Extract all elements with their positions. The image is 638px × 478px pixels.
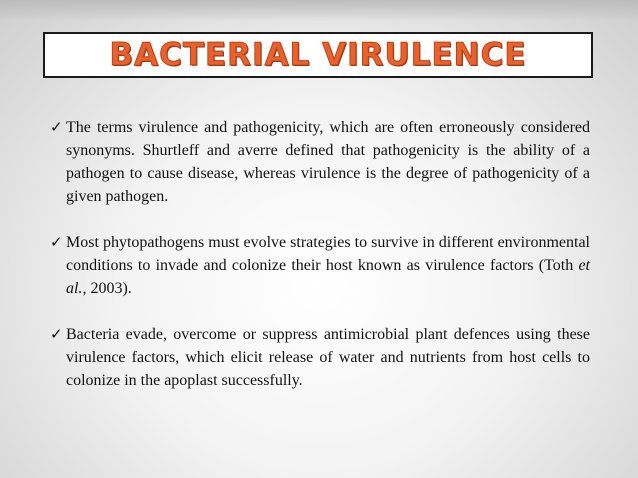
bullet-item xyxy=(50,116,590,208)
top-decorative-band xyxy=(0,0,638,22)
bullet-list xyxy=(50,116,590,392)
title-box xyxy=(43,32,593,78)
italic-citation: et al., xyxy=(66,257,590,297)
bullet-text: The terms virulence and pathogenicity, which are often erroneously considered synonyms. Shurtleff and averre defined that pathogenicity is the ability of a pathogen to cause disease, whereas virulence is the degree of pathogenicity of a given pathogen. xyxy=(66,119,590,205)
slide-title: BACTERIAL VIRULENCE xyxy=(109,36,527,73)
check-mark-icon: ✓ xyxy=(50,325,63,343)
bullet-item xyxy=(50,323,590,392)
check-mark-icon: ✓ xyxy=(50,233,63,251)
check-mark-icon: ✓ xyxy=(50,118,63,136)
bullet-text: Bacteria evade, overcome or suppress antimicrobial plant defences using these virulence factors, which elicit release of water and nutrients from host cells to colonize in the apoplast successfully. xyxy=(66,326,590,389)
bullet-text: Most phytopathogens must evolve strategies to survive in different environmental conditions to invade and colonize their host known as virulence factors (Toth et al., 2003). xyxy=(66,234,590,297)
bullet-item xyxy=(50,231,590,300)
